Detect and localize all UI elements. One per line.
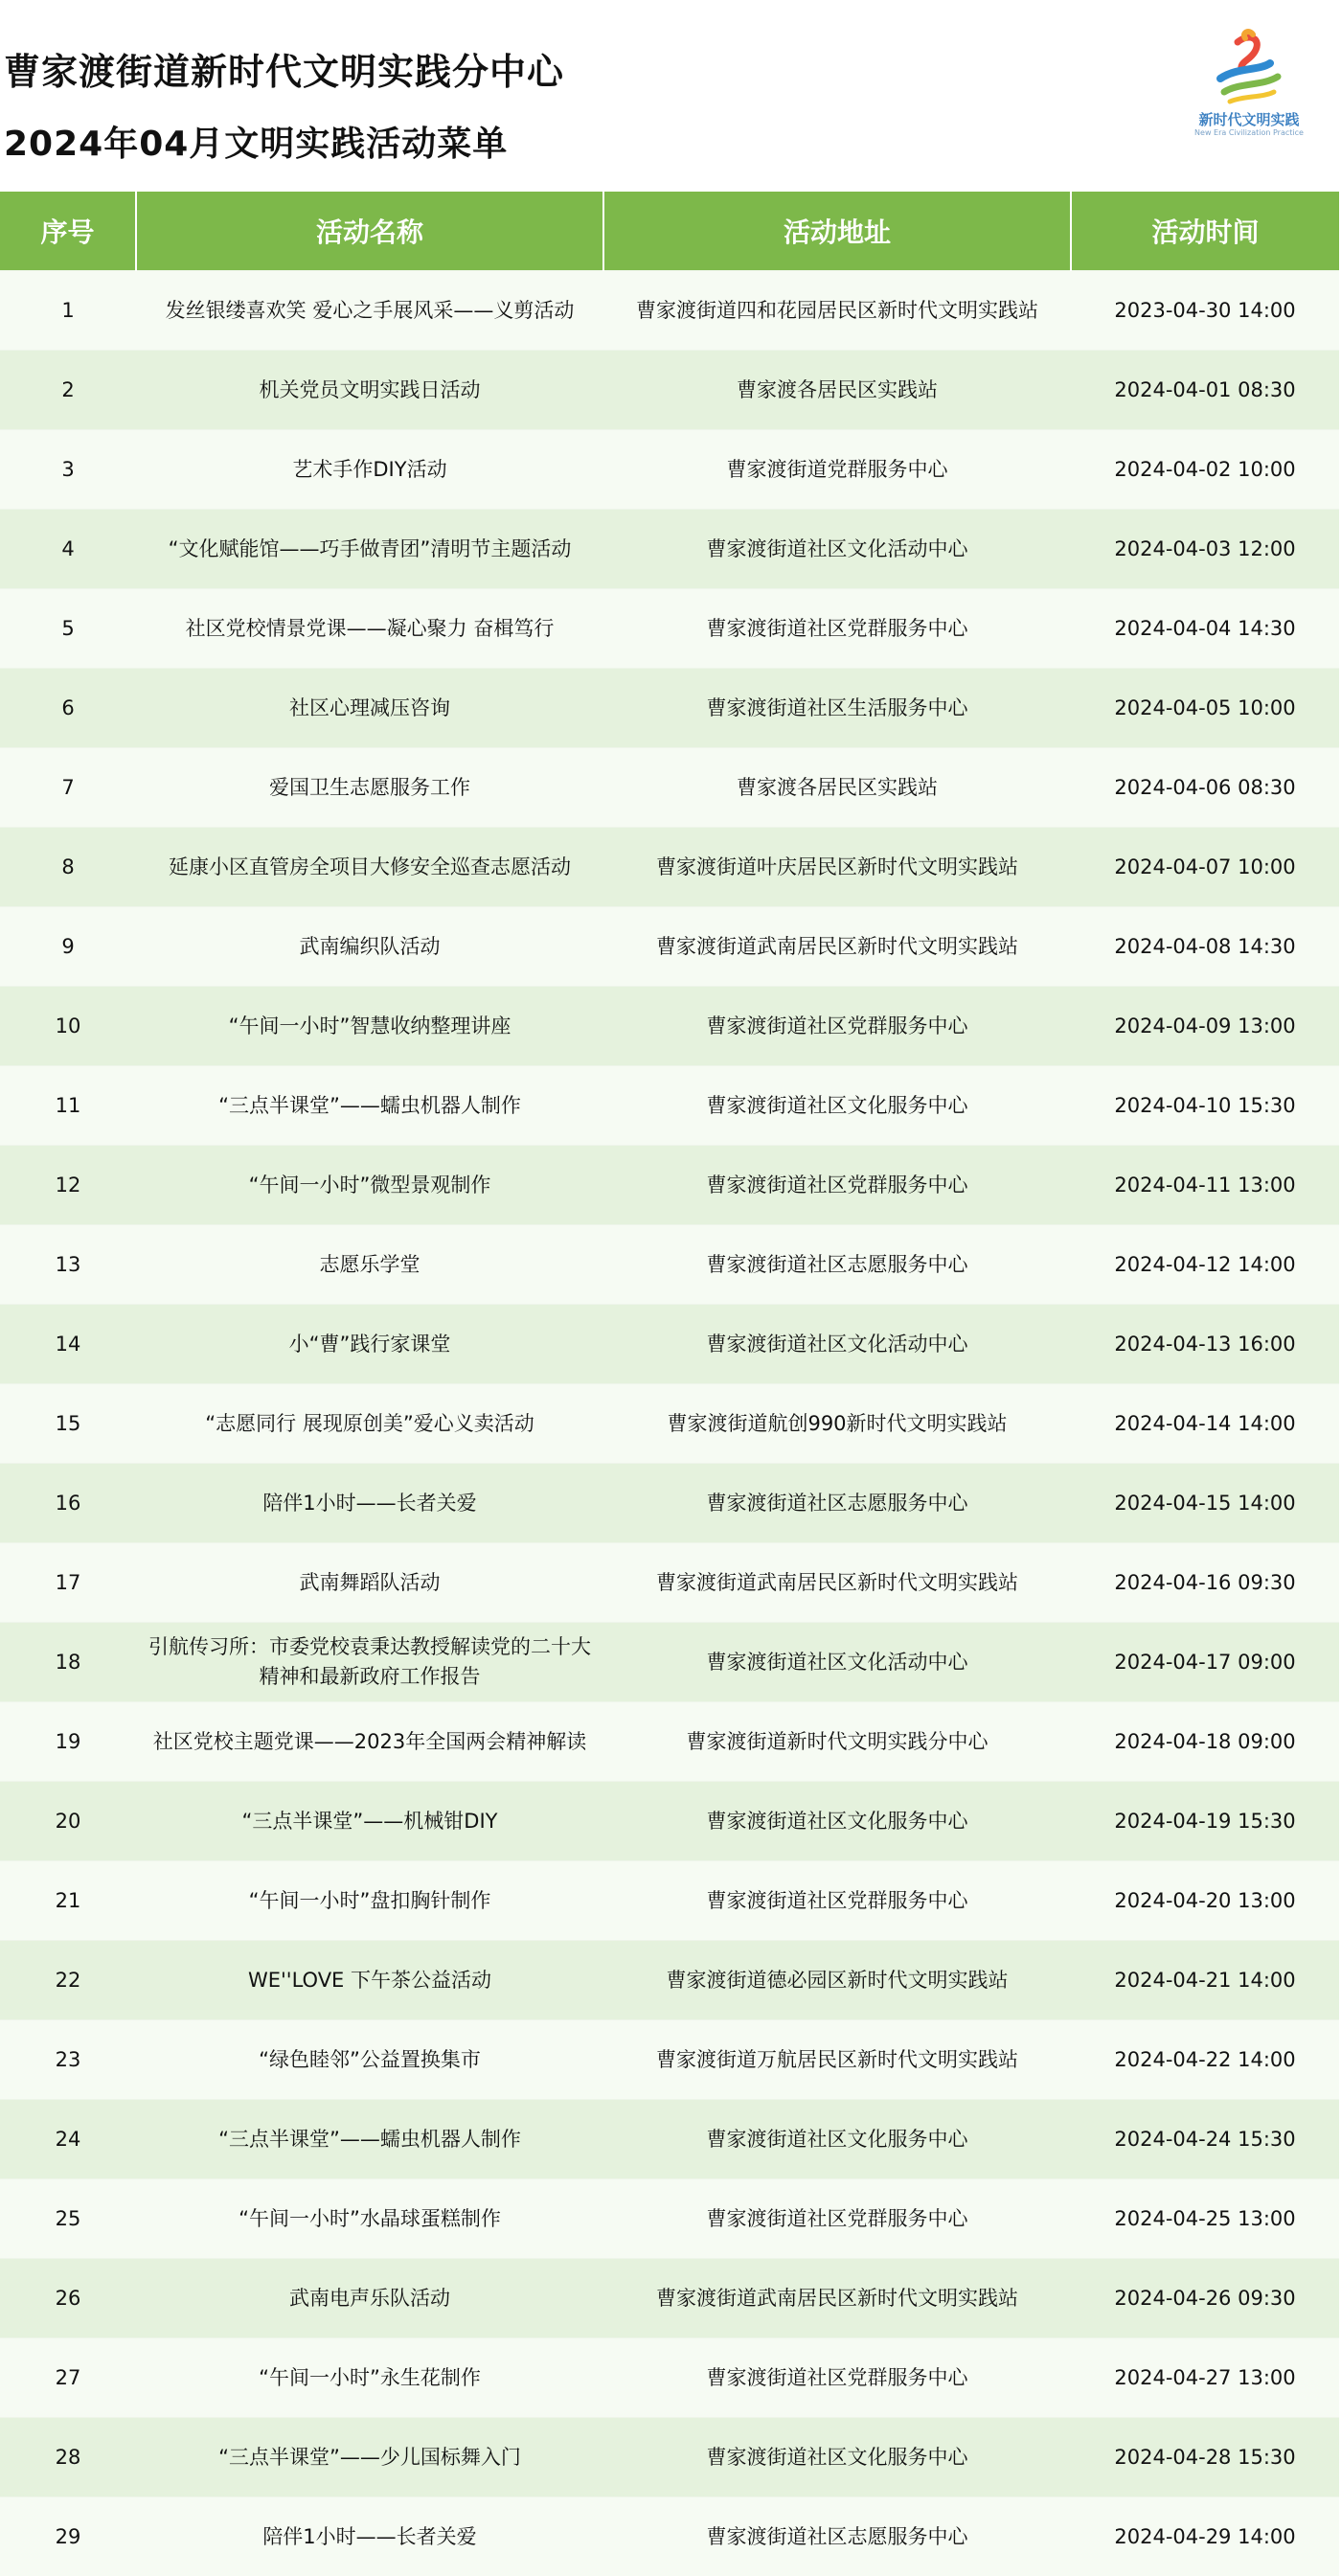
cell-activity-address: 曹家渡街道社区党群服务中心 <box>603 1146 1071 1225</box>
cell-number: 26 <box>0 2259 136 2338</box>
cell-activity-time: 2024-04-07 10:00 <box>1071 828 1339 907</box>
cell-activity-address: 曹家渡街道社区文化活动中心 <box>603 1623 1071 1702</box>
table-row <box>0 1464 1339 1543</box>
cell-activity-time: 2024-04-09 13:00 <box>1071 987 1339 1066</box>
table-row <box>0 430 1339 510</box>
cell-number: 7 <box>0 748 136 828</box>
table-row <box>0 2497 1339 2576</box>
cell-activity-time: 2024-04-28 15:30 <box>1071 2418 1339 2497</box>
table-header-row <box>0 192 1339 271</box>
cell-number: 12 <box>0 1146 136 1225</box>
cell-activity-name: 发丝银缕喜欢笑 爱心之手展风采——义剪活动 <box>136 271 603 351</box>
cell-activity-time: 2024-04-22 14:00 <box>1071 2020 1339 2100</box>
cell-activity-address: 曹家渡街道社区党群服务中心 <box>603 987 1071 1066</box>
table-row <box>0 1861 1339 1941</box>
cell-activity-address: 曹家渡各居民区实践站 <box>603 351 1071 430</box>
column-header-activity-name: 活动名称 <box>136 192 603 271</box>
cell-activity-address: 曹家渡街道武南居民区新时代文明实践站 <box>603 907 1071 987</box>
cell-activity-time: 2024-04-25 13:00 <box>1071 2179 1339 2259</box>
cell-number: 19 <box>0 1702 136 1782</box>
cell-activity-name: 陪伴1小时——长者关爱 <box>136 1464 603 1543</box>
page-header <box>0 0 1341 192</box>
cell-activity-address: 曹家渡街道武南居民区新时代文明实践站 <box>603 1543 1071 1623</box>
cell-activity-time: 2024-04-12 14:00 <box>1071 1225 1339 1305</box>
cell-activity-address: 曹家渡街道武南居民区新时代文明实践站 <box>603 2259 1071 2338</box>
table-row <box>0 1702 1339 1782</box>
table-row <box>0 2418 1339 2497</box>
cell-number: 11 <box>0 1066 136 1146</box>
cell-activity-name: “午间一小时”盘扣胸针制作 <box>136 1861 603 1941</box>
table-row <box>0 1623 1339 1702</box>
cell-number: 21 <box>0 1861 136 1941</box>
cell-number: 13 <box>0 1225 136 1305</box>
column-header-activity-time: 活动时间 <box>1071 192 1339 271</box>
column-header-number: 序号 <box>0 192 136 271</box>
cell-activity-address: 曹家渡街道德必园区新时代文明实践站 <box>603 1941 1071 2020</box>
cell-activity-address: 曹家渡街道叶庆居民区新时代文明实践站 <box>603 828 1071 907</box>
cell-activity-name: “三点半课堂”——蠕虫机器人制作 <box>136 2100 603 2179</box>
table-row <box>0 2259 1339 2338</box>
cell-activity-time: 2024-04-18 09:00 <box>1071 1702 1339 1782</box>
cell-activity-time: 2024-04-06 08:30 <box>1071 748 1339 828</box>
table-row <box>0 2179 1339 2259</box>
cell-activity-name: “三点半课堂”——机械钳DIY <box>136 1782 603 1861</box>
cell-activity-name: 武南舞蹈队活动 <box>136 1543 603 1623</box>
cell-activity-name: “志愿同行 展现原创美”爱心义卖活动 <box>136 1384 603 1464</box>
table-row <box>0 2100 1339 2179</box>
table-row <box>0 1225 1339 1305</box>
table-row <box>0 351 1339 430</box>
column-header-activity-address: 活动地址 <box>603 192 1071 271</box>
cell-activity-name: 志愿乐学堂 <box>136 1225 603 1305</box>
logo-subtext: New Era Civilization Practice <box>1182 128 1316 137</box>
cell-activity-time: 2024-04-24 15:30 <box>1071 2100 1339 2179</box>
cell-activity-name: 延康小区直管房全项目大修安全巡查志愿活动 <box>136 828 603 907</box>
cell-activity-name: 武南电声乐队活动 <box>136 2259 603 2338</box>
cell-number: 25 <box>0 2179 136 2259</box>
cell-activity-address: 曹家渡街道社区文化服务中心 <box>603 1066 1071 1146</box>
table-row <box>0 1146 1339 1225</box>
cell-activity-name: 社区心理减压咨询 <box>136 669 603 748</box>
cell-activity-address: 曹家渡街道社区志愿服务中心 <box>603 1225 1071 1305</box>
logo-mark-icon <box>1182 29 1316 109</box>
table-row <box>0 1782 1339 1861</box>
cell-activity-time: 2024-04-05 10:00 <box>1071 669 1339 748</box>
cell-number: 23 <box>0 2020 136 2100</box>
cell-activity-name: “午间一小时”微型景观制作 <box>136 1146 603 1225</box>
cell-activity-time: 2023-04-30 14:00 <box>1071 271 1339 351</box>
cell-number: 15 <box>0 1384 136 1464</box>
cell-number: 27 <box>0 2338 136 2418</box>
cell-activity-name: 爱国卫生志愿服务工作 <box>136 748 603 828</box>
table-row <box>0 987 1339 1066</box>
table-row <box>0 907 1339 987</box>
cell-number: 29 <box>0 2497 136 2576</box>
cell-number: 28 <box>0 2418 136 2497</box>
table-row <box>0 1941 1339 2020</box>
table-row <box>0 271 1339 351</box>
cell-activity-name: “午间一小时”智慧收纳整理讲座 <box>136 987 603 1066</box>
table-row <box>0 1543 1339 1623</box>
cell-number: 6 <box>0 669 136 748</box>
cell-activity-time: 2024-04-15 14:00 <box>1071 1464 1339 1543</box>
cell-activity-name: 社区党校情景党课——凝心聚力 奋楫笃行 <box>136 589 603 669</box>
cell-activity-name: 艺术手作DIY活动 <box>136 430 603 510</box>
cell-activity-name: WE''LOVE 下午茶公益活动 <box>136 1941 603 2020</box>
cell-activity-time: 2024-04-01 08:30 <box>1071 351 1339 430</box>
cell-activity-name: “午间一小时”水晶球蛋糕制作 <box>136 2179 603 2259</box>
cell-activity-time: 2024-04-19 15:30 <box>1071 1782 1339 1861</box>
cell-activity-address: 曹家渡街道万航居民区新时代文明实践站 <box>603 2020 1071 2100</box>
cell-number: 4 <box>0 510 136 589</box>
table-row <box>0 748 1339 828</box>
cell-number: 20 <box>0 1782 136 1861</box>
cell-activity-address: 曹家渡街道新时代文明实践分中心 <box>603 1702 1071 1782</box>
cell-activity-address: 曹家渡街道社区党群服务中心 <box>603 2338 1071 2418</box>
cell-activity-address: 曹家渡街道社区志愿服务中心 <box>603 1464 1071 1543</box>
activity-menu-table <box>0 192 1339 2576</box>
cell-number: 9 <box>0 907 136 987</box>
cell-activity-name: 引航传习所：市委党校袁秉达教授解读党的二十大精神和最新政府工作报告 <box>136 1623 603 1702</box>
cell-activity-time: 2024-04-11 13:00 <box>1071 1146 1339 1225</box>
cell-activity-time: 2024-04-08 14:30 <box>1071 907 1339 987</box>
cell-number: 8 <box>0 828 136 907</box>
cell-activity-address: 曹家渡街道党群服务中心 <box>603 430 1071 510</box>
cell-activity-time: 2024-04-29 14:00 <box>1071 2497 1339 2576</box>
cell-number: 3 <box>0 430 136 510</box>
table-row <box>0 2020 1339 2100</box>
cell-activity-name: 小“曹”践行家课堂 <box>136 1305 603 1384</box>
new-era-civilization-logo <box>1182 29 1316 144</box>
cell-activity-address: 曹家渡街道航创990新时代文明实践站 <box>603 1384 1071 1464</box>
cell-activity-name: “三点半课堂”——蠕虫机器人制作 <box>136 1066 603 1146</box>
cell-activity-address: 曹家渡街道四和花园居民区新时代文明实践站 <box>603 271 1071 351</box>
table-row <box>0 589 1339 669</box>
cell-number: 24 <box>0 2100 136 2179</box>
cell-activity-time: 2024-04-27 13:00 <box>1071 2338 1339 2418</box>
table-row <box>0 510 1339 589</box>
cell-number: 10 <box>0 987 136 1066</box>
cell-activity-address: 曹家渡街道社区志愿服务中心 <box>603 2497 1071 2576</box>
cell-activity-name: “绿色睦邻”公益置换集市 <box>136 2020 603 2100</box>
cell-activity-name: 社区党校主题党课——2023年全国两会精神解读 <box>136 1702 603 1782</box>
cell-activity-address: 曹家渡街道社区文化活动中心 <box>603 1305 1071 1384</box>
table-row <box>0 1066 1339 1146</box>
cell-activity-time: 2024-04-26 09:30 <box>1071 2259 1339 2338</box>
cell-activity-time: 2024-04-03 12:00 <box>1071 510 1339 589</box>
table-row <box>0 669 1339 748</box>
cell-activity-address: 曹家渡街道社区文化服务中心 <box>603 2100 1071 2179</box>
cell-activity-name: 武南编织队活动 <box>136 907 603 987</box>
cell-activity-name: “午间一小时”永生花制作 <box>136 2338 603 2418</box>
cell-number: 18 <box>0 1623 136 1702</box>
cell-activity-address: 曹家渡街道社区党群服务中心 <box>603 1861 1071 1941</box>
logo-text: 新时代文明实践 <box>1182 109 1316 129</box>
cell-activity-time: 2024-04-17 09:00 <box>1071 1623 1339 1702</box>
cell-activity-time: 2024-04-04 14:30 <box>1071 589 1339 669</box>
cell-activity-address: 曹家渡街道社区党群服务中心 <box>603 589 1071 669</box>
cell-activity-name: “文化赋能馆——巧手做青团”清明节主题活动 <box>136 510 603 589</box>
cell-activity-address: 曹家渡街道社区党群服务中心 <box>603 2179 1071 2259</box>
cell-activity-time: 2024-04-14 14:00 <box>1071 1384 1339 1464</box>
cell-activity-address: 曹家渡街道社区生活服务中心 <box>603 669 1071 748</box>
page-subtitle: 2024年04月文明实践活动菜单 <box>4 117 508 166</box>
cell-number: 5 <box>0 589 136 669</box>
cell-number: 1 <box>0 271 136 351</box>
cell-activity-time: 2024-04-20 13:00 <box>1071 1861 1339 1941</box>
cell-number: 17 <box>0 1543 136 1623</box>
cell-activity-address: 曹家渡街道社区文化服务中心 <box>603 1782 1071 1861</box>
cell-number: 14 <box>0 1305 136 1384</box>
cell-activity-name: 陪伴1小时——长者关爱 <box>136 2497 603 2576</box>
table-row <box>0 2338 1339 2418</box>
cell-activity-time: 2024-04-21 14:00 <box>1071 1941 1339 2020</box>
page-title: 曹家渡街道新时代文明实践分中心 <box>4 42 564 95</box>
cell-activity-name: 机关党员文明实践日活动 <box>136 351 603 430</box>
cell-activity-time: 2024-04-13 16:00 <box>1071 1305 1339 1384</box>
cell-activity-address: 曹家渡街道社区文化活动中心 <box>603 510 1071 589</box>
cell-number: 16 <box>0 1464 136 1543</box>
table-body <box>0 271 1339 2576</box>
cell-activity-address: 曹家渡街道社区文化服务中心 <box>603 2418 1071 2497</box>
cell-activity-name: “三点半课堂”——少儿国标舞入门 <box>136 2418 603 2497</box>
cell-activity-time: 2024-04-10 15:30 <box>1071 1066 1339 1146</box>
cell-number: 2 <box>0 351 136 430</box>
cell-activity-time: 2024-04-16 09:30 <box>1071 1543 1339 1623</box>
cell-activity-address: 曹家渡各居民区实践站 <box>603 748 1071 828</box>
table-row <box>0 1305 1339 1384</box>
cell-number: 22 <box>0 1941 136 2020</box>
table-row <box>0 1384 1339 1464</box>
cell-activity-time: 2024-04-02 10:00 <box>1071 430 1339 510</box>
table-row <box>0 828 1339 907</box>
